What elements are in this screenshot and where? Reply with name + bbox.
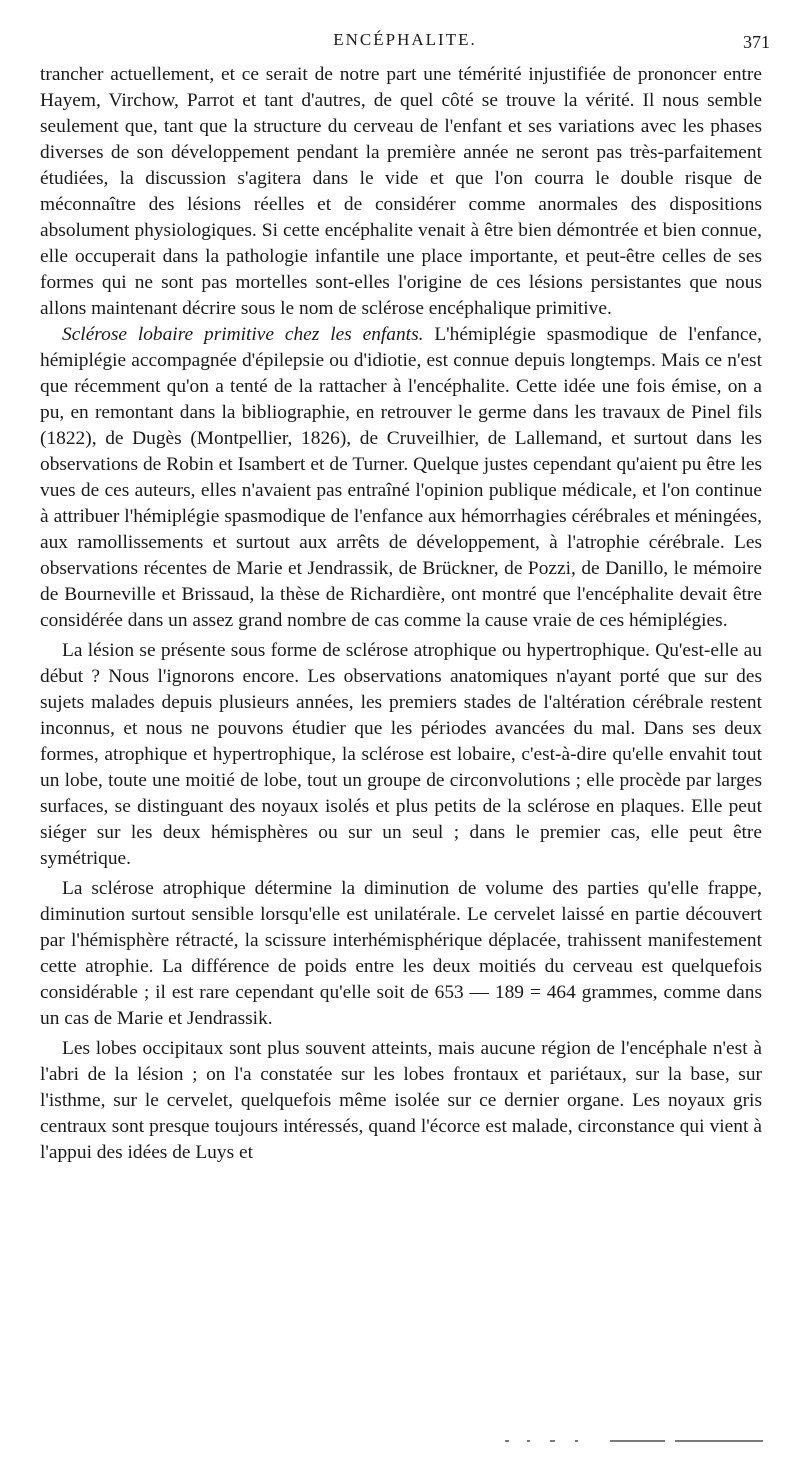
paragraph-2 xyxy=(40,322,762,634)
print-mark xyxy=(610,1440,665,1442)
page-number: 371 xyxy=(743,32,770,52)
print-mark xyxy=(505,1440,509,1442)
print-mark xyxy=(550,1440,555,1442)
paragraph-2-text: L'hémiplégie spasmodique de l'enfance, hémiplégie accompagnée d'épilepsie ou d'idiotie, est connue depuis longtemps. Mais ce n'est que récemment qu'on a tenté de la rattacher à l'encéphalite. Cette idée une fois émise, on a pu, en remontant dans la bibliographie, en retrouver le germe dans les travaux de Pinel fils (1822), de Dugès (Montpellier, 1826), de Cruveilhier, de Lallemand, et surtout dans les observations de Robin et Isambert et de Turner. Quelque justes cependant qu'aient pu être les vues de ces auteurs, elles n'avaient pas entraîné l'opinion publique médicale, et l'on continue à attribuer l'hémiplégie spasmodique de l'enfance aux hémorrhagies cérébrales et méningées, aux ramollissements et surtout aux arrêts de développement, à l'atrophie cérébrale. Les observations récentes de Marie et Jendrassik, de Brückner, de Pozzi, de Danillo, le mémoire de Bourneville et Brissaud, la thèse de Richardière, ont montré que l'encéphalite devait être considérée dans un assez grand nombre de cas comme la cause vraie de ces hémiplégies. xyxy=(40,324,762,631)
print-mark xyxy=(527,1440,530,1442)
print-mark xyxy=(675,1440,763,1442)
paragraph-5: Les lobes occipitaux sont plus souvent atteints, mais aucune région de l'encéphale n'est à l'abri de la lésion ; on l'a constatée sur les lobes frontaux et pariétaux, sur la base, sur l'isthme, sur le cervelet, quelquefois même isolée sur ce dernier organe. Les noyaux gris centraux sont presque toujours intéressés, quand l'écorce est malade, circonstance qui vient à l'appui des idées de Luys et xyxy=(40,1038,762,1163)
running-head xyxy=(40,30,770,56)
running-title: ENCÉPHALITE. xyxy=(333,30,477,49)
print-mark xyxy=(575,1440,578,1442)
print-marks xyxy=(505,1438,765,1444)
paragraph-4: La sclérose atrophique détermine la diminution de volume des parties qu'elle frappe, diminution surtout sensible lorsqu'elle est unilatérale. Le cervelet laissé en partie découvert par l'hémisphère rétracté, la scissure interhémisphérique déplacée, trahissent manifestement cette atrophie. La différence de poids entre les deux moitiés du cerveau est quelquefois considérable ; il est rare cependant qu'elle soit de 653 — 189 = 464 grammes, comme dans un cas de Marie et Jendrassik. xyxy=(40,878,762,1029)
paragraph-1: trancher actuellement, et ce serait de notre part une témérité injustifiée de prononcer entre Hayem, Virchow, Parrot et tant d'autres, de quel côté se trouve la vérité. Il nous semble seulement que, tant que la structure du cerveau de l'enfant et ses variations avec les phases diverses de son développement pendant la première année ne seront pas très-parfaitement étudiées, la discussion s'agitera dans le vide et que l'on courra le double risque de méconnaître des lésions réelles et de considérer comme anormales des dispositions absolument physiologiques. Si cette encéphalite venait à être bien démontrée et bien connue, elle occuperait dans la pathologie infantile une place importante, et peut-être celles de ses formes qui ne sont pas mortelles sont-elles l'origine de ces lésions persistantes que nous allons maintenant décrire sous le nom de sclérose encéphalique primitive. xyxy=(40,64,762,319)
section-heading-sclerose-lobaire: Sclérose lobaire primitive chez les enfants. xyxy=(62,324,424,345)
body-text xyxy=(40,62,762,1166)
paragraph-3: La lésion se présente sous forme de sclérose atrophique ou hypertrophique. Qu'est-elle au début ? Nous l'ignorons encore. Les observations anatomiques n'ayant porté que sur des sujets malades depuis plusieurs années, les premiers stades de l'altération cérébrale restent inconnus, et nous ne pouvons étudier que les périodes avancées du mal. Dans ses deux formes, atrophique et hypertrophique, la sclérose est lobaire, c'est-à-dire qu'elle envahit tout un lobe, toute une moitié de lobe, tout un groupe de circonvolutions ; elle procède par larges surfaces, se distinguant des noyaux isolés et plus petits de la sclérose en plaques. Elle peut siéger sur les deux hémisphères ou sur un seul ; dans le premier cas, elle peut être symétrique. xyxy=(40,640,762,869)
